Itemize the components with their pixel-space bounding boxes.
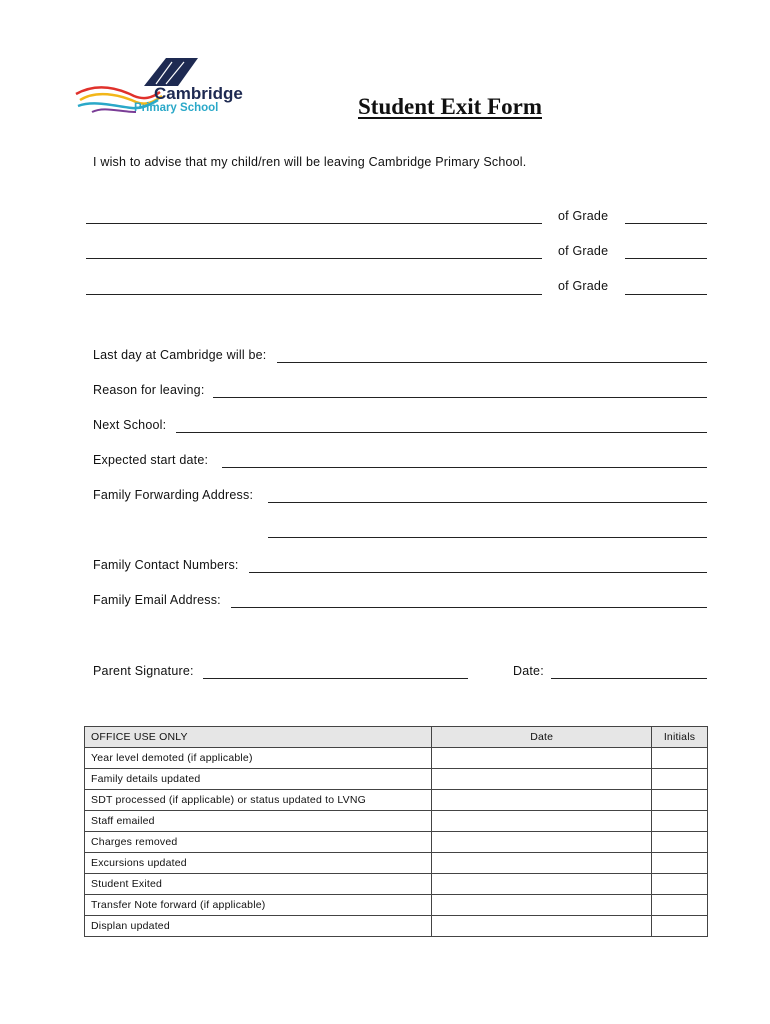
task-label: Charges removed xyxy=(85,832,432,853)
child-name-field-3[interactable] xyxy=(86,294,542,295)
date-cell[interactable] xyxy=(432,853,652,874)
task-label: Staff emailed xyxy=(85,811,432,832)
start-date-field[interactable] xyxy=(222,467,707,468)
office-use-header: OFFICE USE ONLY xyxy=(85,727,432,748)
logo-subtitle: Primary School xyxy=(134,102,219,114)
table-row xyxy=(85,748,708,769)
last-day-label: Last day at Cambridge will be: xyxy=(93,348,267,362)
grade-label-1: of Grade xyxy=(558,209,609,223)
table-row xyxy=(85,895,708,916)
table-row xyxy=(85,916,708,937)
next-school-label: Next School: xyxy=(93,418,167,432)
task-label: Displan updated xyxy=(85,916,432,937)
initials-cell[interactable] xyxy=(652,790,708,811)
grade-label-2: of Grade xyxy=(558,244,609,258)
table-header-row xyxy=(85,727,708,748)
table-row xyxy=(85,811,708,832)
table-row xyxy=(85,832,708,853)
next-school-field[interactable] xyxy=(176,432,707,433)
table-row xyxy=(85,853,708,874)
grade-field-1[interactable] xyxy=(625,223,707,224)
child-name-field-1[interactable] xyxy=(86,223,542,224)
grade-label-3: of Grade xyxy=(558,279,609,293)
initials-cell[interactable] xyxy=(652,769,708,790)
page-title: Student Exit Form xyxy=(358,94,542,119)
date-cell[interactable] xyxy=(432,811,652,832)
grade-field-2[interactable] xyxy=(625,258,707,259)
initials-cell[interactable] xyxy=(652,748,708,769)
table-row xyxy=(85,769,708,790)
initials-header: Initials xyxy=(652,727,708,748)
reason-label: Reason for leaving: xyxy=(93,383,205,397)
logo-name: Cambridge xyxy=(154,84,243,103)
start-date-label: Expected start date: xyxy=(93,453,209,467)
initials-cell[interactable] xyxy=(652,916,708,937)
date-cell[interactable] xyxy=(432,895,652,916)
date-cell[interactable] xyxy=(432,874,652,895)
signature-label: Parent Signature: xyxy=(93,664,194,678)
contact-numbers-label: Family Contact Numbers: xyxy=(93,558,239,572)
date-cell[interactable] xyxy=(432,748,652,769)
reason-field[interactable] xyxy=(213,397,707,398)
email-field[interactable] xyxy=(231,607,707,608)
date-field[interactable] xyxy=(551,678,707,679)
date-header: Date xyxy=(432,727,652,748)
date-cell[interactable] xyxy=(432,916,652,937)
initials-cell[interactable] xyxy=(652,853,708,874)
last-day-field[interactable] xyxy=(277,362,707,363)
email-label: Family Email Address: xyxy=(93,593,221,607)
task-label: Family details updated xyxy=(85,769,432,790)
initials-cell[interactable] xyxy=(652,832,708,853)
forwarding-address-field-2[interactable] xyxy=(268,537,707,538)
table-row xyxy=(85,874,708,895)
date-cell[interactable] xyxy=(432,769,652,790)
grade-field-3[interactable] xyxy=(625,294,707,295)
initials-cell[interactable] xyxy=(652,811,708,832)
task-label: Year level demoted (if applicable) xyxy=(85,748,432,769)
contact-numbers-field[interactable] xyxy=(249,572,707,573)
school-logo xyxy=(74,56,243,120)
forwarding-address-label: Family Forwarding Address: xyxy=(93,488,254,502)
initials-cell[interactable] xyxy=(652,895,708,916)
initials-cell[interactable] xyxy=(652,874,708,895)
task-label: Transfer Note forward (if applicable) xyxy=(85,895,432,916)
date-cell[interactable] xyxy=(432,832,652,853)
task-label: SDT processed (if applicable) or status updated to LVNG xyxy=(85,790,432,811)
task-label: Excursions updated xyxy=(85,853,432,874)
table-row xyxy=(85,790,708,811)
forwarding-address-field-1[interactable] xyxy=(268,502,707,503)
date-label: Date: xyxy=(513,664,544,678)
office-use-table xyxy=(84,726,708,937)
child-name-field-2[interactable] xyxy=(86,258,542,259)
signature-field[interactable] xyxy=(203,678,468,679)
intro-text: I wish to advise that my child/ren will be leaving Cambridge Primary School. xyxy=(93,155,527,169)
date-cell[interactable] xyxy=(432,790,652,811)
task-label: Student Exited xyxy=(85,874,432,895)
